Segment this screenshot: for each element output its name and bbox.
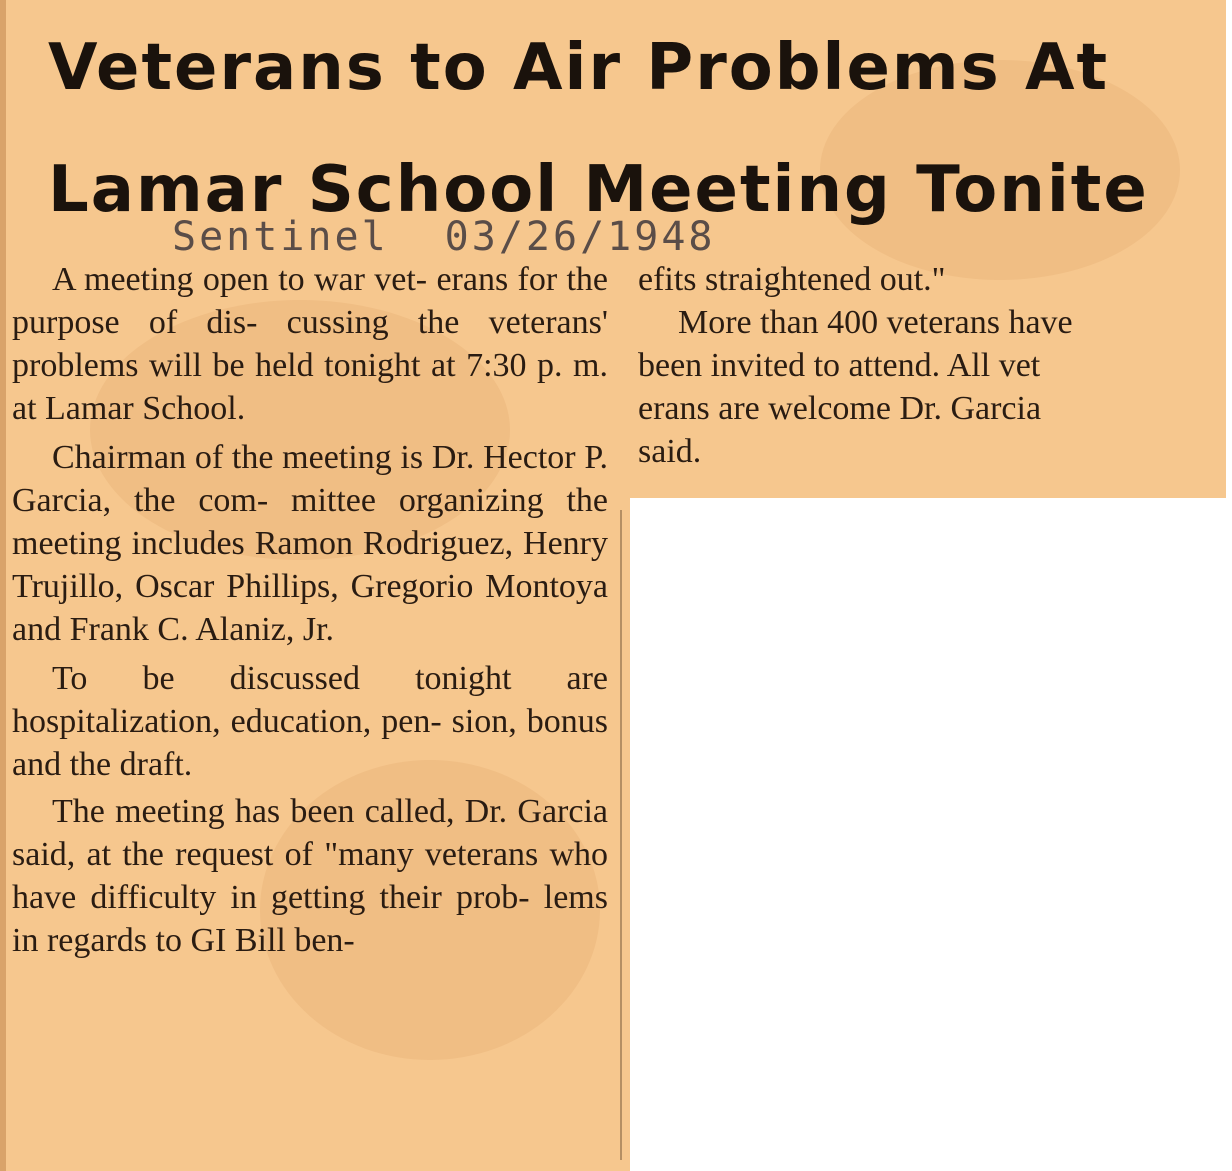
- handwritten-date: 03/26/1948: [444, 214, 716, 260]
- column-rule: [620, 510, 622, 1160]
- article-paragraph-line: been invited to attend. All vet: [638, 347, 1041, 384]
- article-paragraph: Chairman of the meeting is Dr. Hector P. Garcia, the com- mittee organizing the meeting includes Ramon Rodriguez, Henry Trujillo, Oscar Phillips, Gregorio Montoya and Frank C. Alaniz, Jr.: [12, 439, 608, 648]
- article-paragraph: The meeting has been called, Dr. Garcia said, at the request of "many veterans who have difficulty in getting their prob- lems in regards to GI Bill ben-: [12, 793, 608, 959]
- article-left-column: [12, 258, 608, 962]
- clipping-left-edge: [0, 0, 6, 1171]
- article-right-column: [638, 258, 1232, 478]
- headline-line-2: Lamar School Meeting Tonite: [48, 153, 1149, 227]
- article-paragraph-continued: efits straightened out.": [638, 261, 946, 298]
- handwritten-annotation: [172, 214, 715, 260]
- article-paragraph: To be discussed tonight are hospitalization, education, pen- sion, bonus and the draft.: [12, 660, 608, 783]
- article-paragraph-line: More than 400 veterans have: [678, 304, 1073, 341]
- headline-line-1: Veterans to Air Problems At: [48, 31, 1110, 105]
- article-paragraph-line: erans are welcome Dr. Garcia: [638, 390, 1042, 427]
- article-paragraph: A meeting open to war vet- erans for the purpose of dis- cussing the veterans' problems will be held tonight at 7:30 p. m. at Lamar School.: [12, 261, 608, 427]
- handwritten-source: Sentinel: [172, 214, 389, 260]
- article-paragraph-line: said.: [638, 433, 702, 470]
